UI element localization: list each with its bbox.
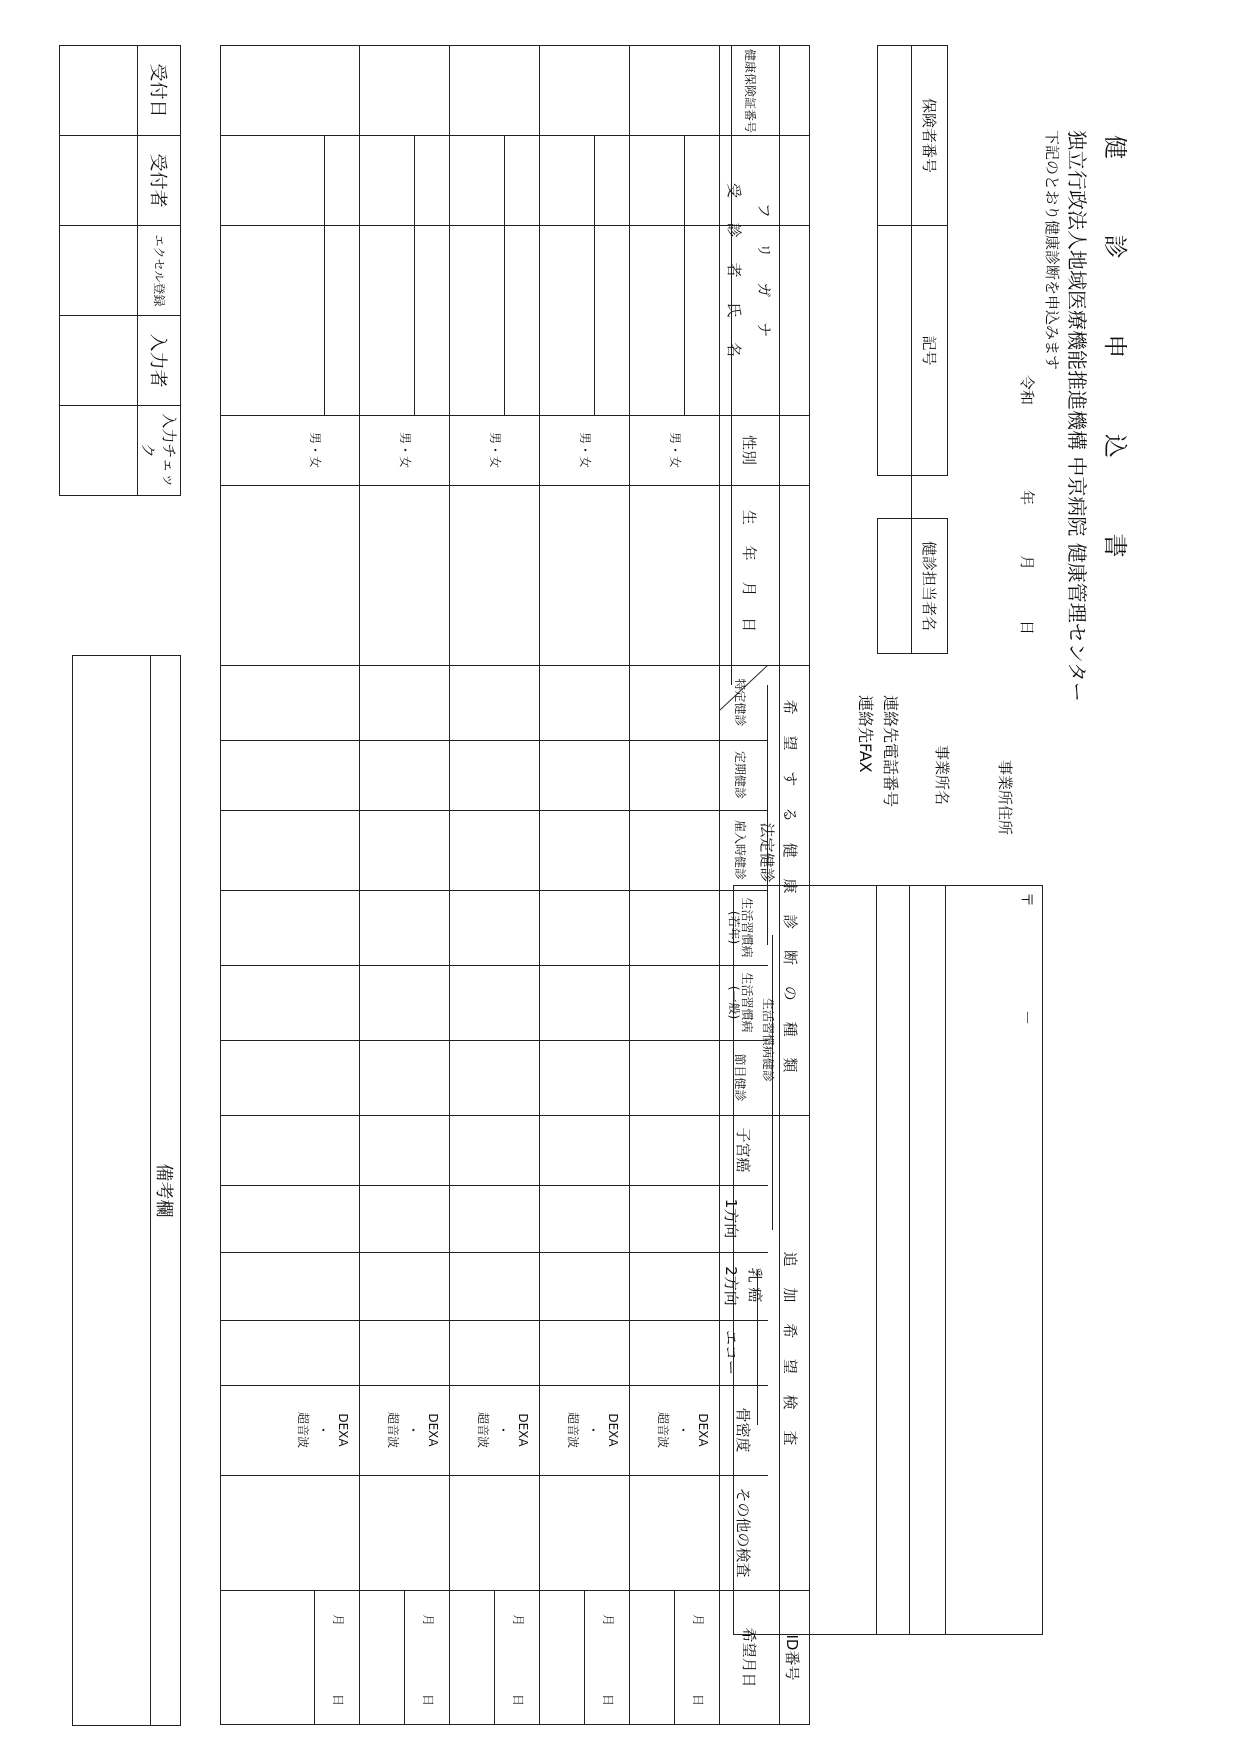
- reception-table: [59, 45, 181, 496]
- day-label: 日: [331, 1693, 346, 1706]
- day-label: 日: [601, 1693, 616, 1706]
- input-check-label: 入力チェック: [138, 406, 181, 496]
- remarks-label: 備考欄: [151, 656, 181, 1726]
- month-label: 月: [1018, 555, 1036, 571]
- receiver-label: 受付者: [138, 136, 181, 226]
- desired-type-header: 希 望 す る 健 康 診 断 の 種 類: [781, 699, 800, 1081]
- staff-table: [877, 518, 948, 654]
- sex-cell[interactable]: 男・女: [488, 431, 503, 468]
- postal-dash: －: [1018, 1010, 1036, 1026]
- received-date-field[interactable]: [60, 46, 138, 136]
- inputter-label: 入力者: [138, 316, 181, 406]
- id-header: ID番号: [783, 1634, 802, 1681]
- sex-cell[interactable]: 男・女: [668, 431, 683, 468]
- symbol-field[interactable]: [878, 226, 912, 476]
- insurer-number-field[interactable]: [878, 46, 912, 226]
- insurer-table: [877, 45, 948, 586]
- year-label: 年: [1018, 490, 1036, 506]
- two-dir-header: 2方向: [722, 1266, 741, 1306]
- address-label: 事業所住所: [996, 760, 1014, 836]
- form-title: 健 診 申 込 書: [1101, 135, 1129, 592]
- bone-option[interactable]: 超音波: [656, 1411, 671, 1448]
- legal-header: 法定健診: [758, 822, 777, 883]
- bone-option[interactable]: 超音波: [296, 1411, 311, 1448]
- inputter-field[interactable]: [60, 316, 138, 406]
- remarks-table: [72, 655, 181, 1726]
- birth-header: 生 年 月 日: [740, 509, 759, 641]
- lifestyle-header: 生活習慣病健診: [761, 997, 776, 1082]
- day-label: 日: [421, 1693, 436, 1706]
- bone-option[interactable]: 超音波: [566, 1411, 581, 1448]
- received-date-label: 受付日: [138, 46, 181, 136]
- fax-label: 連絡先FAX: [856, 695, 875, 773]
- teiki-header: 定期健診: [733, 750, 748, 799]
- postal-mark: 〒: [1018, 892, 1036, 908]
- excel-label: エクセル登録: [138, 226, 181, 316]
- seikatsu-young-header: 生活習慣病(若年): [727, 897, 754, 958]
- sex-cell[interactable]: 男・女: [578, 431, 593, 468]
- breast-header: 乳 癌: [746, 1267, 765, 1303]
- bone-separator: ・: [406, 1423, 421, 1436]
- symbol-label: 記号: [912, 226, 948, 476]
- koyou-header: 雇入時健診: [733, 819, 748, 880]
- staff-field[interactable]: [878, 519, 912, 654]
- sex-cell[interactable]: 男・女: [398, 431, 413, 468]
- bone-separator: ・: [676, 1423, 691, 1436]
- desired-date-header: 希望月日: [740, 1627, 759, 1688]
- tokutei-header: 特定健診: [733, 678, 748, 727]
- furigana-header: フ リ ガ ナ: [755, 202, 774, 348]
- insurer-number-label: 保険者番号: [912, 46, 948, 226]
- company-label: 事業所名: [933, 745, 951, 806]
- day-label: 日: [691, 1693, 706, 1706]
- day-label: 日: [1018, 620, 1036, 636]
- bone-option[interactable]: 超音波: [476, 1411, 491, 1448]
- month-label: 月: [331, 1613, 346, 1626]
- bone-separator: ・: [586, 1423, 601, 1436]
- month-label: 月: [601, 1613, 616, 1626]
- bone-option[interactable]: 超音波: [386, 1411, 401, 1448]
- phone-label: 連絡先電話番号: [881, 695, 900, 808]
- seikatsu-general-header: 生活習慣病(一般): [727, 972, 754, 1033]
- address-field[interactable]: [953, 905, 1033, 1620]
- bone-separator: ・: [496, 1423, 511, 1436]
- uterine-header: 子宮癌: [734, 1127, 753, 1173]
- bone-option[interactable]: DEXA: [336, 1413, 351, 1447]
- request-statement: 下記のとおり健康診断を申込みます: [1043, 130, 1061, 371]
- organization-name: 独立行政法人地域医療機能推進機構 中京病院 健康管理センター: [1065, 130, 1089, 702]
- name-header: 受 診 者 氏 名: [725, 182, 744, 368]
- excel-field[interactable]: [60, 226, 138, 316]
- fushime-header: 節目健診: [733, 1053, 748, 1102]
- echo-header: エコー: [722, 1329, 741, 1375]
- company-field[interactable]: [913, 890, 943, 1630]
- bone-option[interactable]: DEXA: [606, 1413, 621, 1447]
- bone-option[interactable]: DEXA: [426, 1413, 441, 1447]
- bone-header: 骨密度: [734, 1407, 753, 1453]
- month-label: 月: [511, 1613, 526, 1626]
- receiver-field[interactable]: [60, 136, 138, 226]
- bone-option[interactable]: DEXA: [696, 1413, 711, 1447]
- bone-separator: ・: [316, 1423, 331, 1436]
- one-dir-header: 1方向: [722, 1198, 741, 1239]
- staff-label: 健診担当者名: [912, 519, 948, 654]
- input-check-field[interactable]: [60, 406, 138, 496]
- era-label: 令和: [1018, 375, 1036, 406]
- remarks-field[interactable]: [73, 656, 151, 1726]
- day-label: 日: [511, 1693, 526, 1706]
- phone-field[interactable]: [880, 890, 908, 1630]
- sex-cell[interactable]: 男・女: [308, 431, 323, 468]
- other-header: その他の検査: [734, 1487, 753, 1578]
- sex-header: 性別: [740, 434, 759, 465]
- bone-option[interactable]: DEXA: [516, 1413, 531, 1447]
- additional-header: 追 加 希 望 検 査: [781, 1251, 800, 1454]
- month-label: 月: [691, 1613, 706, 1626]
- month-label: 月: [421, 1613, 436, 1626]
- ins-card-header: 健康保険証番号: [743, 48, 758, 133]
